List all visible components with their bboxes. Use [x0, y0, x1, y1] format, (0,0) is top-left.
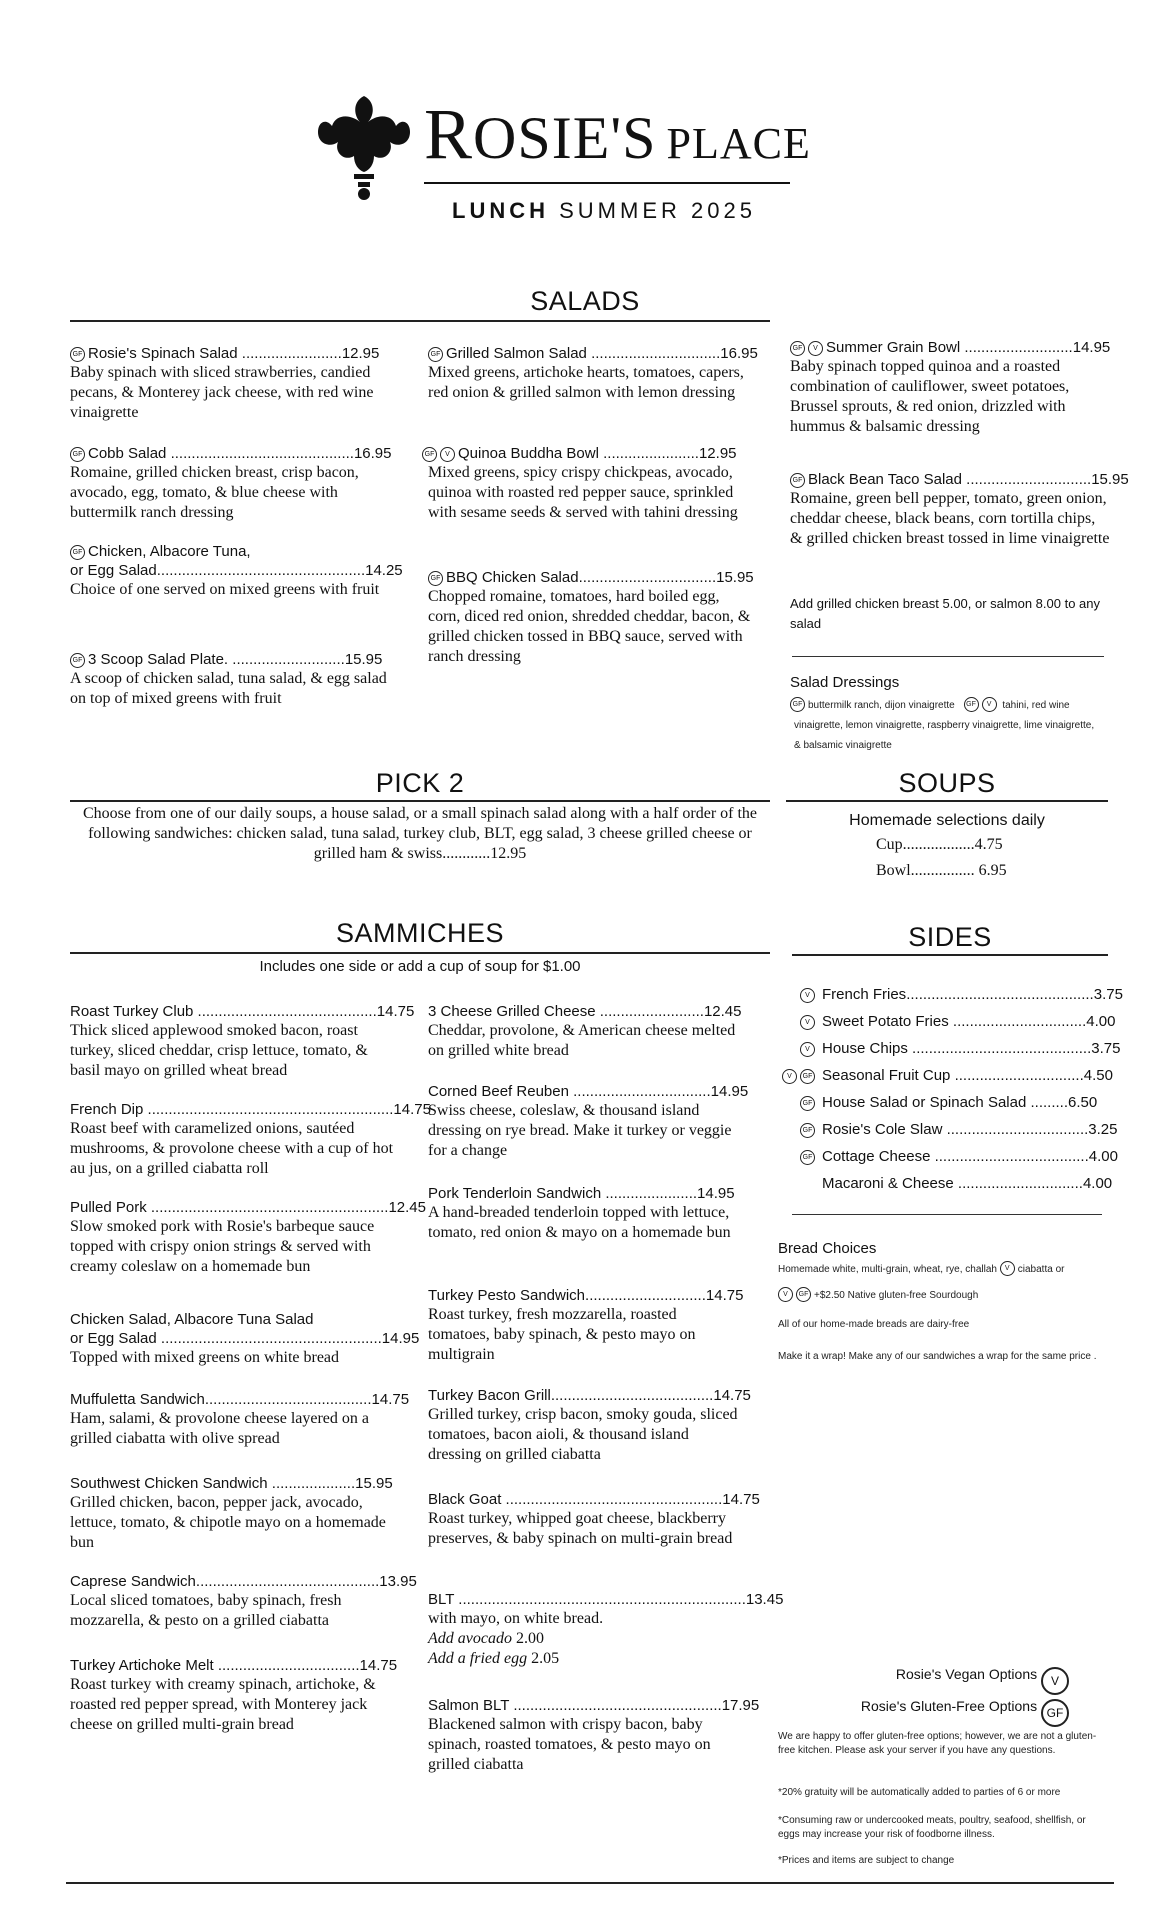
menu-item: BLT .....................................................................13.45 with mayo, on white bread. Add avocado 2.00 Add a fried egg 2.05 — [428, 1591, 784, 1667]
gluten-free-icon: GF — [796, 1287, 811, 1302]
sides-title: SIDES — [908, 922, 992, 952]
sides-bottom-rule — [792, 1214, 1102, 1215]
vegan-icon: V — [1000, 1261, 1015, 1276]
gluten-free-icon: GF — [70, 653, 85, 668]
vegan-icon: V — [440, 447, 455, 462]
gluten-free-icon: GF — [1041, 1699, 1069, 1727]
vegan-icon: V — [808, 341, 823, 356]
menu-item: GF V Summer Grain Bowl ..........................14.95 Baby spinach topped quinoa and a roasted combination of cauliflower, sweet potatoes, Brussel sprouts, & red onion, drizzled with hummus & balsamic dressing — [790, 339, 1111, 435]
gluten-free-icon: GF — [800, 1069, 815, 1084]
menu-tagline: LUNCH SUMMER 2025 — [452, 198, 756, 223]
gluten-free-icon: GF — [70, 347, 85, 362]
sides-rule — [792, 954, 1108, 956]
pick2-rule — [70, 800, 770, 802]
gluten-free-icon: GF — [790, 341, 805, 356]
salad-addon-note: Add grilled chicken breast 5.00, or salmon 8.00 to any salad — [790, 596, 1101, 631]
bottom-rule — [66, 1882, 1114, 1884]
menu-item: Pork Tenderloin Sandwich ......................14.95 A hand-breaded tenderloin topped with lettuce, tomato, red onion & mayo on a homemade bun — [428, 1185, 735, 1241]
bread-dairy-note: All of our home-made breads are dairy-free — [778, 1319, 970, 1330]
gluten-free-kitchen-note: We are happy to offer gluten-free options; however, we are not a gluten-free kitchen. Please ask your server if you have any questions. — [778, 1731, 1097, 1756]
menu-item: GF Chicken, Albacore Tuna, or Egg Salad..................................................14.25 Choice of one served on mixed greens with fruit — [70, 543, 403, 598]
gluten-free-icon: GF — [800, 1096, 815, 1111]
sammiches-title: SAMMICHES — [335, 918, 505, 948]
bread-options: Homemade white, multi-grain, wheat, rye, challah V ciabatta or V GF +$2.50 Native gluten-free Sourdough — [778, 1260, 1118, 1306]
gluten-free-icon: GF — [70, 545, 85, 560]
pick2-title: PICK 2 — [375, 768, 465, 798]
soup-bowl-price: Bowl................ 6.95 — [876, 862, 1007, 879]
gluten-free-icon: GF — [422, 447, 437, 462]
sammiches-subtitle: Includes one side or add a cup of soup for $1.00 — [259, 958, 581, 975]
raw-food-note: *Consuming raw or undercooked meats, poultry, seafood, shellfish, or eggs may increase your risk of foodborne illness. — [778, 1815, 1086, 1840]
soups-subtitle: Homemade selections daily — [849, 812, 1045, 829]
salads-title: SALADS — [530, 286, 640, 316]
salads-rule — [70, 320, 770, 322]
menu-item: GF BBQ Chicken Salad.................................15.95 Chopped romaine, tomatoes, hard boiled egg, corn, diced red onion, shredded cheddar, bacon, & grilled chicken tossed in BBQ sauce, served with ranch dressing — [428, 569, 754, 665]
sammiches-rule — [70, 952, 770, 954]
menu-item: Turkey Artichoke Melt ..................................14.75 Roast turkey with creamy spinach, artichoke, & roasted red pepper spread, with Monterey jack cheese on grilled multi-grain bread — [70, 1657, 398, 1733]
dressings-list: GF buttermilk ranch, dijon vinaigrette GF V tahini, red wine vinaigrette, lemon vinaigrette, raspberry vinaigrette, lime vinaigrette, & balsamic vinaigrette — [790, 696, 1120, 756]
gluten-free-icon: GF — [790, 473, 805, 488]
vegan-icon: V — [982, 697, 997, 712]
menu-item: GF 3 Scoop Salad Plate. ...........................15.95 A scoop of chicken salad, tuna salad, & egg salad on top of mixed greens with fruit — [70, 651, 387, 707]
menu-item: Caprese Sandwich............................................13.95 Local sliced tomatoes, baby spinach, fresh mozzarella, & pesto on a grilled ciabatta — [70, 1573, 417, 1629]
vegan-icon: V — [800, 1042, 815, 1057]
dressings-title: Salad Dressings — [790, 674, 900, 691]
gluten-free-icon: GF — [790, 697, 805, 712]
brand-name: ROSIE'S PLACE — [424, 94, 811, 174]
menu-item: Corned Beef Reuben .................................14.95 Swiss cheese, coleslaw, & thousand island dressing on rye bread. Make it turkey or veggie for a change — [428, 1083, 749, 1159]
addon-rule — [792, 656, 1104, 657]
gluten-free-icon: GF — [800, 1123, 815, 1138]
soups-rule — [786, 800, 1108, 802]
gluten-free-icon: GF — [70, 447, 85, 462]
vegan-icon: V — [800, 1015, 815, 1030]
menu-item: GF Rosie's Spinach Salad ........................12.95 Baby spinach with sliced strawberries, candied pecans, & Monterey jack cheese, with red wine vinaigrette — [70, 345, 380, 421]
gluten-free-icon: GF — [428, 347, 443, 362]
soup-cup-price: Cup..................4.75 — [876, 836, 1003, 853]
menu-item: Black Goat ....................................................14.75 Roast turkey, whipped goat cheese, blackberry preserves, & baby spinach on multi-grain bread — [428, 1491, 760, 1547]
vegan-icon: V — [1041, 1667, 1069, 1695]
menu-item: Pulled Pork .........................................................12.45 Slow smoked pork with Rosie's barbeque sauce topped with crispy onion strings & served with creamy coleslaw on a homemade bun — [70, 1199, 426, 1275]
menu-item: Muffuletta Sandwich........................................14.75 Ham, salami, & provolone cheese layered on a grilled ciabatta with olive spread — [70, 1391, 410, 1447]
menu-item: GF Cobb Salad ............................................16.95 Romaine, grilled chicken breast, crisp bacon, avocado, egg, tomato, & blue cheese with buttermilk ranch dressing — [70, 445, 392, 521]
gluten-free-icon: GF — [800, 1150, 815, 1165]
menu-item: GF Grilled Salmon Salad ...............................16.95 Mixed greens, artichoke hearts, tomatoes, capers, red onion & grilled salmon with lemon dressing — [428, 345, 758, 401]
gluten-free-icon: GF — [964, 697, 979, 712]
vegan-icon: V — [778, 1287, 793, 1302]
vegan-icon: V — [800, 988, 815, 1003]
menu-item: GF Black Bean Taco Salad ..............................15.95 Romaine, green bell pepper, tomato, green onion, cheddar cheese, black beans, corn tortilla chips, & grilled chicken breast tossed in lime vinaigrette — [790, 471, 1129, 547]
vegan-legend: Rosie's Vegan Options V — [840, 1666, 1072, 1695]
menu-item: Chicken Salad, Albacore Tuna Salad or Egg Salad .....................................................14.95 Topped with mixed greens on white bread — [70, 1311, 420, 1366]
menu-item: French Dip ...........................................................14.75 Roast beef with caramelized onions, sautéed mushrooms, & provolone cheese with a cup of hot au jus, on a grilled ciabatta roll — [70, 1101, 431, 1177]
gratuity-note: *20% gratuity will be automatically added to parties of 6 or more — [778, 1787, 1061, 1798]
menu-item: Roast Turkey Club ...........................................14.75 Thick sliced applewood smoked bacon, roast turkey, sliced cheddar, crisp lettuce, tomato, & basil mayo on grilled wheat bread — [70, 1003, 415, 1079]
menu-item: 3 Cheese Grilled Cheese .........................12.45 Cheddar, provolone, & American cheese melted on grilled white bread — [428, 1003, 742, 1059]
pick2-description: Choose from one of our daily soups, a house salad, or a small spinach salad along with a half order of the following sandwiches: chicken salad, tuna salad, turkey club, BLT, egg salad, 3 cheese grilled cheese or grilled ham & swiss............12.95 — [82, 805, 758, 862]
fleur-logo-icon — [316, 92, 412, 204]
bread-title: Bread Choices — [778, 1240, 877, 1257]
gluten-free-icon: GF — [428, 571, 443, 586]
gluten-free-legend: Rosie's Gluten-Free Options GF — [820, 1698, 1072, 1727]
menu-item: Turkey Pesto Sandwich.............................14.75 Roast turkey, fresh mozzarella, roasted tomatoes, baby spinach, & pesto mayo on multigrain — [428, 1287, 744, 1363]
vegan-icon: V — [782, 1069, 797, 1084]
menu-item: GF V Quinoa Buddha Bowl .......................12.95 Mixed greens, spicy crispy chickpeas, avocado, quinoa with roasted red pepper sauce, sprinkled with sesame seeds & served with tahini dressing — [422, 444, 748, 523]
soups-title: SOUPS — [898, 768, 996, 798]
wrap-note: Make it a wrap! Make any of our sandwiches a wrap for the same price . — [778, 1351, 1097, 1362]
menu-item: Salmon BLT ..................................................17.95 Blackened salmon with crispy bacon, baby spinach, roasted tomatoes, & pesto mayo on grilled ciabatta — [428, 1697, 760, 1773]
prices-note: *Prices and items are subject to change — [778, 1855, 955, 1866]
menu-item: Turkey Bacon Grill.......................................14.75 Grilled turkey, crisp bacon, smoky gouda, sliced tomatoes, bacon aioli, & thousand island dressing on grilled ciabatta — [428, 1387, 751, 1463]
brand-underline — [424, 182, 790, 184]
menu-item: Southwest Chicken Sandwich ....................15.95 Grilled chicken, bacon, pepper jack, avocado, lettuce, tomato, & chipotle mayo on a homemade bun — [70, 1475, 393, 1551]
